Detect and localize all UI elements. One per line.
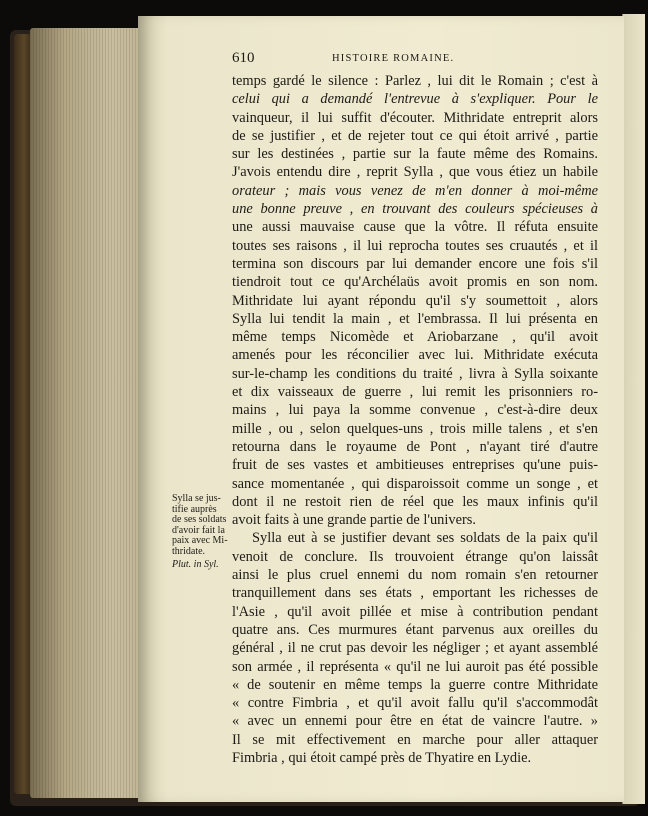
text-line: général , il ne crut pas devoir les négliger ; et ayant assemblé xyxy=(232,640,598,657)
text-line: son armée , il représenta « qu'il ne lui auroit pas été possible xyxy=(232,658,598,675)
text-line: toutes ses raisons , il lui reprocha toutes ses cruautés , et il xyxy=(232,237,598,254)
margin-note xyxy=(172,494,236,571)
page-header xyxy=(232,50,598,70)
text-line: retourna dans le royaume de Pont , n'ayant tiré d'autre xyxy=(232,438,598,455)
text-line: Fimbria , qui étoit campé près de Thyatire en Lydie. xyxy=(232,749,532,766)
text-line: mille , ou , selon quelques-uns , trois mille talens , et s'en xyxy=(232,420,598,437)
page-edges xyxy=(30,28,148,798)
text-line: amenés pour les réconcilier avec lui. Mithridate exécuta xyxy=(232,347,598,364)
text-line: termina son discours par lui demander encore une fois s'il xyxy=(232,255,598,272)
text-line: et dix vaisseaux de guerre , lui remit les prisonniers ro- xyxy=(232,384,598,401)
text-line: une aussi mauvaise cause que la vôtre. Il réfuta ensuite xyxy=(232,219,598,236)
margin-note-line: d'avoir fait la xyxy=(172,524,225,536)
text-line: avoit faits à une grande partie de l'univers. xyxy=(232,512,476,529)
running-head: HISTOIRE ROMAINE. xyxy=(332,53,455,64)
text-line: « avec un ennemi pour être en état de vaincre l'autre. » xyxy=(232,713,598,730)
text-line: venoit de conclure. Ils trouvoient étrange qu'on laissât xyxy=(232,548,598,565)
text-line: sance momentanée , qui disparoissoit comme un songe , et xyxy=(232,475,598,492)
text-line: J'avois entendu dire , reprit Sylla , que vous étiez un habile xyxy=(232,164,598,181)
text-line: « contre Fimbria , et qu'il avoit fallu qu'il s'accommodât xyxy=(232,695,598,712)
text-line: Il se mit effectivement en marche pour aller attaquer xyxy=(232,731,598,748)
margin-note-line: Sylla se jus- xyxy=(172,493,221,504)
text-line: celui qui a demandé l'entrevue à s'expliquer. Pour le xyxy=(232,91,598,108)
margin-note-line: de ses soldats xyxy=(172,514,227,525)
text-line: dont il ne restoit rien de réel que les maux infinis qu'il xyxy=(232,493,598,510)
text-line: même temps Nicomède et Ariobarzane , qu'il avoit xyxy=(232,329,598,346)
margin-note-source: Plut. in Syl. xyxy=(172,559,219,570)
text-line: Sylla eut à se justifier devant ses soldats de la paix qu'il xyxy=(252,530,598,547)
text-line: mains , lui paya la somme convenue , c'est-à-dire deux xyxy=(232,402,598,419)
text-line: temps gardé le silence : Parlez , lui dit le Romain ; c'est à xyxy=(232,73,598,89)
text-line: sur-le-champ les conditions du traité , livra à Sylla soixante xyxy=(232,365,598,382)
page-number: 610 xyxy=(232,50,255,66)
text-line: Sylla lui tendit la main , et l'embrassa. Il lui présenta en xyxy=(232,310,598,327)
text-line: vainqueur, il lui suffit d'écouter. Mithridate entreprit alors xyxy=(232,109,598,126)
text-line: quatre ans. Ces murmures étant parvenus aux oreilles du xyxy=(232,621,598,638)
text-line: de se justifier , et de rejeter tout ce qui étoit arrivé , partie xyxy=(232,127,598,144)
text-line: sur les destinées , partie sur la faute même des Romains. xyxy=(232,146,598,163)
body-text xyxy=(232,72,598,767)
text-line: fruit de ses vastes et ambitieuses entreprises qu'une puis- xyxy=(232,457,598,474)
text-line: une bonne preuve , en trouvant des couleurs spécieuses à xyxy=(232,201,598,218)
facing-page-edge xyxy=(622,14,645,804)
text-line: l'Asie , qu'il avoit pillée et mise à contribution pendant xyxy=(232,603,598,620)
text-line: « de soutenir en même temps la guerre contre Mithridate xyxy=(232,676,598,693)
text-line: tranquillement dans ses états , emportant les richesses de xyxy=(232,585,598,602)
text-line: Mithridate lui ayant répondu qu'il s'y soumettoit , alors xyxy=(232,292,598,309)
text-line: ainsi le plus cruel ennemi du nom romain s'en retourner xyxy=(232,567,598,584)
text-line: tiendroit tout ce qu'Archélaüs avoit promis en son nom. xyxy=(232,274,598,291)
margin-note-line: paix avec Mi- xyxy=(172,535,228,546)
margin-note-line: thridate. xyxy=(172,545,206,557)
margin-note-line: tifie auprès xyxy=(172,503,217,515)
text-line: orateur ; mais vous venez de m'en donner à moi-même xyxy=(232,182,598,199)
